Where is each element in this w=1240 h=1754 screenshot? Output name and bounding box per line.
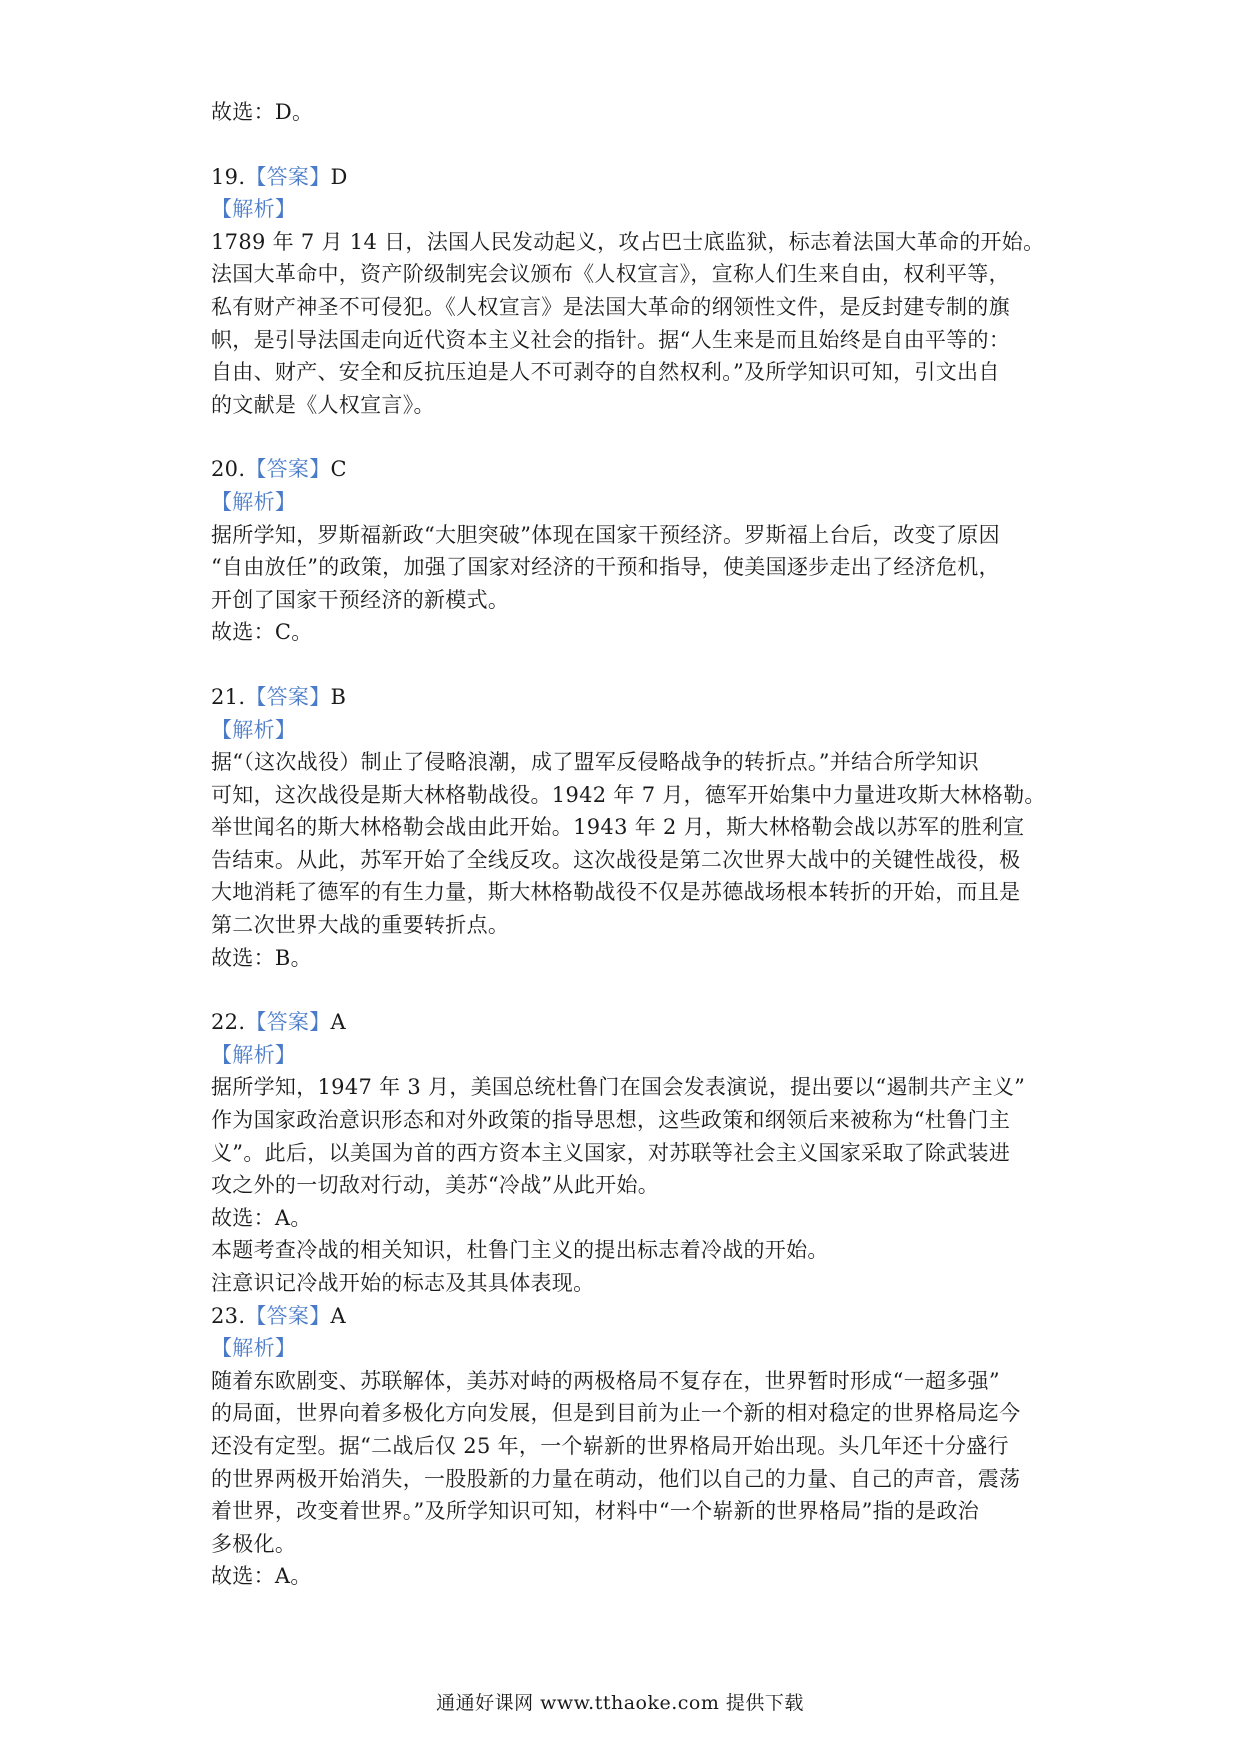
- analysis-line: 着世界，改变着世界。”及所学知识可知，材料中“一个崭新的世界格局”指的是政治: [211, 1499, 980, 1524]
- spacer: [211, 421, 1041, 453]
- question-number: 20.: [211, 457, 246, 482]
- answer-choice: A: [330, 1303, 346, 1328]
- answer-choice: C: [330, 457, 347, 482]
- spacer: [211, 974, 1041, 1006]
- analysis-line: 自由、财产、安全和反抗压迫是人不可剥夺的自然权利。”及所学知识可知，引文出自: [211, 360, 1000, 385]
- analysis-tag: 【解析】: [211, 1042, 297, 1067]
- answer-header: [211, 161, 1041, 194]
- answer-choice: A: [330, 1010, 346, 1035]
- conclusion-line: 故选：C。: [211, 620, 313, 645]
- answer-choice: D: [330, 164, 348, 189]
- analysis-line: 开创了国家干预经济的新模式。: [211, 587, 510, 612]
- conclusion-line: 故选：A。: [211, 1205, 312, 1230]
- answer-header: [211, 1006, 1041, 1039]
- analysis-line: 据所学知，罗斯福新政“大胆突破”体现在国家干预经济。罗斯福上台后，改变了原因: [211, 522, 1000, 547]
- analysis-line: 私有财产神圣不可侵犯。《人权宣言》是法国大革命的纲领性文件，是反封建专制的旗: [211, 294, 1010, 319]
- answer-header: [211, 681, 1041, 714]
- page-footer: 通通好课网 www.tthaoke.com 提供下载: [436, 1692, 804, 1714]
- analysis-line: 据所学知，1947 年 3 月，美国总统杜鲁门在国会发表演说，提出要以“遏制共产主义”: [211, 1075, 1026, 1100]
- analysis-tag: 【解析】: [211, 1336, 297, 1361]
- analysis-line: 作为国家政治意识形态和对外政策的指导思想，这些政策和纲领后来被称为“杜鲁门主: [211, 1108, 1011, 1133]
- analysis-line: 的文献是《人权宣言》。: [211, 392, 435, 417]
- answer-block-20: [211, 453, 1041, 649]
- analysis-line: 随着东欧剧变、苏联解体，美苏对峙的两极格局不复存在，世界暂时形成“一超多强”: [211, 1368, 1000, 1393]
- analysis-line: 还没有定型。据“二战后仅 25 年，一个崭新的世界格局开始出现。头几年还十分盛行: [211, 1433, 1009, 1458]
- analysis-line: 第二次世界大战的重要转折点。: [211, 913, 510, 938]
- analysis-line: 告结束。从此，苏军开始了全线反攻。这次战役是第二次世界大战中的关键性战役，极: [211, 847, 1021, 872]
- analysis-tag: 【解析】: [211, 717, 297, 742]
- conclusion-line: 故选：B。: [211, 945, 312, 970]
- question-number: 19.: [211, 164, 246, 189]
- answer-tag: 【答案】: [245, 1010, 331, 1035]
- analysis-line: 帜，是引导法国走向近代资本主义社会的指针。据“人生来是而且始终是自由平等的：: [211, 327, 1011, 352]
- analysis-line: 的局面，世界向着多极化方向发展，但是到目前为止一个新的相对稳定的世界格局迄今: [211, 1401, 1021, 1426]
- question-number: 23.: [211, 1303, 246, 1328]
- spacer: [211, 129, 1041, 161]
- answer-header: [211, 453, 1041, 486]
- analysis-line: “自由放任”的政策，加强了国家对经济的干预和指导，使美国逐步走出了经济危机，: [211, 555, 1000, 580]
- question-number: 22.: [211, 1010, 246, 1035]
- analysis-line: 大地消耗了德军的有生力量，斯大林格勒战役不仅是苏德战场根本转折的开始，而且是: [211, 880, 1021, 905]
- spacer: [211, 649, 1041, 681]
- answer-tag: 【答案】: [245, 164, 331, 189]
- conclusion-line: 故选：A。: [211, 1564, 312, 1589]
- conclusion-line: 故选：D。: [211, 100, 314, 124]
- answer-content: [211, 96, 1046, 1593]
- analysis-line: 据“（这次战役）制止了侵略浪潮，成了盟军反侵略战争的转折点。”并结合所学知识: [211, 750, 979, 775]
- answer-header: [211, 1300, 1041, 1333]
- analysis-line: 的世界两极开始消失，一股股新的力量在萌动，他们以自己的力量、自己的声音，震荡: [211, 1466, 1021, 1491]
- answer-choice: B: [330, 684, 347, 709]
- analysis-tag: 【解析】: [211, 489, 297, 514]
- question-number: 21.: [211, 684, 246, 709]
- analysis-line: 1789 年 7 月 14 日，法国人民发动起义，攻占巴士底监狱，标志着法国大革命的开始。: [211, 229, 1045, 254]
- note-line: 本题考查冷战的相关知识，杜鲁门主义的提出标志着冷战的开始。: [211, 1238, 829, 1263]
- answer-block-22: [211, 1006, 1041, 1299]
- answer-block-23: [211, 1300, 1041, 1593]
- answer-block-21: [211, 681, 1046, 974]
- note-line: 注意识记冷战开始的标志及其具体表现。: [211, 1271, 595, 1295]
- analysis-line: 可知，这次战役是斯大林格勒战役。1942 年 7 月，德军开始集中力量进攻斯大林格勒。: [211, 782, 1046, 807]
- answer-tag: 【答案】: [245, 1303, 331, 1328]
- analysis-line: 攻之外的一切敌对行动，美苏“冷战”从此开始。: [211, 1173, 660, 1198]
- analysis-line: 法国大革命中，资产阶级制宪会议颁布《人权宣言》，宣称人们生来自由，权利平等，: [211, 262, 1010, 287]
- analysis-tag: 【解析】: [211, 197, 297, 222]
- answer-tag: 【答案】: [245, 457, 331, 482]
- answer-block-19: [211, 161, 1045, 422]
- analysis-line: 举世闻名的斯大林格勒会战由此开始。1943 年 2 月，斯大林格勒会战以苏军的胜利宣: [211, 815, 1025, 840]
- analysis-line: 多极化。: [211, 1531, 297, 1556]
- answer-tag: 【答案】: [245, 684, 331, 709]
- analysis-line: 义”。此后，以美国为首的西方资本主义国家，对苏联等社会主义国家采取了除武装进: [211, 1140, 1011, 1165]
